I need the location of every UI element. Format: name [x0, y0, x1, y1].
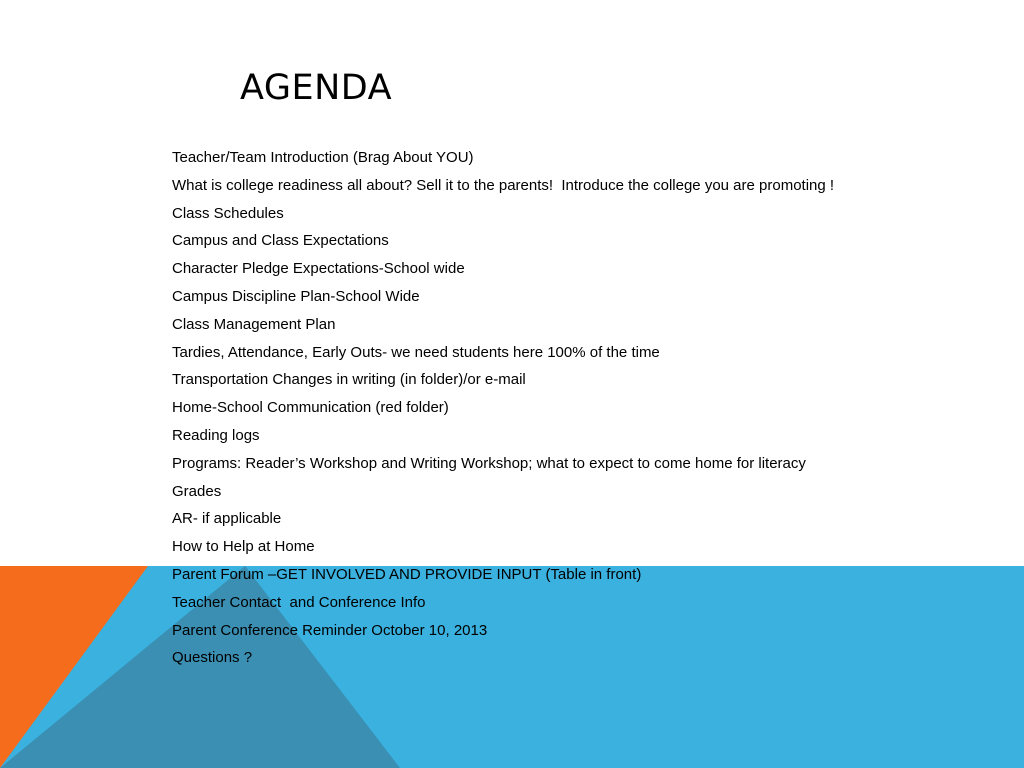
agenda-item: Parent Conference Reminder October 10, 2013 [172, 621, 488, 639]
agenda-item: What is college readiness all about? Sell it to the parents! Introduce the college you are promoting ! [172, 176, 835, 194]
agenda-item: Class Schedules [172, 204, 284, 222]
agenda-item: Programs: Reader’s Workshop and Writing Workshop; what to expect to come home for literacy [172, 454, 806, 472]
agenda-item: Tardies, Attendance, Early Outs- we need students here 100% of the time [172, 343, 660, 361]
agenda-item: Grades [172, 482, 222, 500]
agenda-list [172, 144, 834, 672]
slide-title: AGENDA [240, 68, 393, 108]
agenda-item: Campus and Class Expectations [172, 232, 389, 250]
agenda-item: Character Pledge Expectations-School wide [172, 260, 465, 278]
agenda-item: Parent Forum –GET INVOLVED AND PROVIDE INPUT (Table in front) [172, 565, 642, 583]
agenda-item: Questions ? [172, 649, 253, 667]
agenda-item: Transportation Changes in writing (in folder)/or e-mail [172, 371, 526, 389]
agenda-item: How to Help at Home [172, 538, 315, 556]
agenda-item: Campus Discipline Plan-School Wide [172, 287, 420, 305]
agenda-item: Class Management Plan [172, 315, 336, 333]
agenda-item: Teacher/Team Introduction (Brag About YOU) [172, 149, 474, 166]
agenda-item: Teacher Contact and Conference Info [172, 593, 426, 611]
agenda-item: Home-School Communication (red folder) [172, 399, 449, 417]
agenda-item: Reading logs [172, 426, 260, 444]
agenda-item: AR- if applicable [172, 510, 282, 528]
